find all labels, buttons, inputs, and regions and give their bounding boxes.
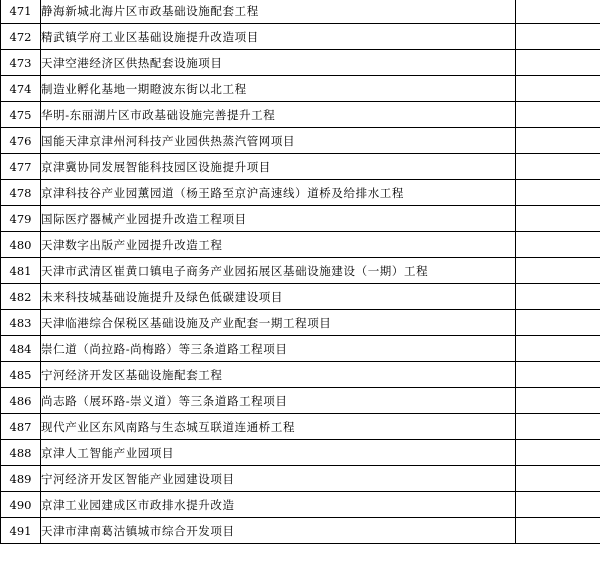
- row-number: 490: [1, 492, 41, 518]
- project-name: 京津科技谷产业园薰园道（杨王路至京沪高速线）道桥及给排水工程: [41, 180, 516, 206]
- table-row: [1, 284, 600, 310]
- blank-cell: [516, 284, 600, 310]
- project-name: 天津市武清区崔黄口镇电子商务产业园拓展区基础设施建设（一期）工程: [41, 258, 516, 284]
- blank-cell: [516, 154, 600, 180]
- row-number: 487: [1, 414, 41, 440]
- blank-cell: [516, 362, 600, 388]
- blank-cell: [516, 206, 600, 232]
- project-name: 现代产业区东风南路与生态城互联道连通桥工程: [41, 414, 516, 440]
- table-row: [1, 492, 600, 518]
- project-name: 国能天津京津州河科技产业园供热蒸汽管网项目: [41, 128, 516, 154]
- blank-cell: [516, 336, 600, 362]
- blank-cell: [516, 258, 600, 284]
- project-name: 京津人工智能产业园项目: [41, 440, 516, 466]
- project-name: 宁河经济开发区智能产业园建设项目: [41, 466, 516, 492]
- row-number: 482: [1, 284, 41, 310]
- row-number: 472: [1, 24, 41, 50]
- project-name: 制造业孵化基地一期瞪波东街以北工程: [41, 76, 516, 102]
- project-name: 天津临港综合保税区基础设施及产业配套一期工程项目: [41, 310, 516, 336]
- row-number: 481: [1, 258, 41, 284]
- blank-cell: [516, 466, 600, 492]
- blank-cell: [516, 518, 600, 544]
- blank-cell: [516, 180, 600, 206]
- blank-cell: [516, 128, 600, 154]
- table-row: [1, 102, 600, 128]
- project-name: 崇仁道（尚拉路-尚梅路）等三条道路工程项目: [41, 336, 516, 362]
- project-name: 京津冀协同发展智能科技园区设施提升项目: [41, 154, 516, 180]
- project-name: 京津工业园建成区市政排水提升改造: [41, 492, 516, 518]
- table-row: [1, 50, 600, 76]
- table-row: [1, 336, 600, 362]
- row-number: 485: [1, 362, 41, 388]
- row-number: 477: [1, 154, 41, 180]
- row-number: 484: [1, 336, 41, 362]
- row-number: 473: [1, 50, 41, 76]
- project-name: 天津空港经济区供热配套设施项目: [41, 50, 516, 76]
- project-name: 天津数字出版产业园提升改造工程: [41, 232, 516, 258]
- row-number: 483: [1, 310, 41, 336]
- blank-cell: [516, 0, 600, 24]
- row-number: 489: [1, 466, 41, 492]
- table-row: [1, 362, 600, 388]
- blank-cell: [516, 232, 600, 258]
- table-row: [1, 310, 600, 336]
- project-name: 精武镇学府工业区基础设施提升改造项目: [41, 24, 516, 50]
- row-number: 480: [1, 232, 41, 258]
- blank-cell: [516, 388, 600, 414]
- table-row: [1, 388, 600, 414]
- blank-cell: [516, 102, 600, 128]
- project-table-body: [1, 0, 600, 544]
- blank-cell: [516, 492, 600, 518]
- table-row: [1, 128, 600, 154]
- project-name: 天津市津南葛沽镇城市综合开发项目: [41, 518, 516, 544]
- row-number: 491: [1, 518, 41, 544]
- table-row: [1, 258, 600, 284]
- blank-cell: [516, 310, 600, 336]
- row-number: 478: [1, 180, 41, 206]
- row-number: 479: [1, 206, 41, 232]
- project-name: 国际医疗器械产业园提升改造工程项目: [41, 206, 516, 232]
- project-name: 尚志路（展环路-崇义道）等三条道路工程项目: [41, 388, 516, 414]
- row-number: 486: [1, 388, 41, 414]
- row-number: 475: [1, 102, 41, 128]
- table-row: [1, 76, 600, 102]
- table-row: [1, 518, 600, 544]
- project-name: 宁河经济开发区基础设施配套工程: [41, 362, 516, 388]
- table-row: [1, 180, 600, 206]
- blank-cell: [516, 414, 600, 440]
- table-row: [1, 24, 600, 50]
- table-row: [1, 440, 600, 466]
- table-row: [1, 232, 600, 258]
- row-number: 476: [1, 128, 41, 154]
- project-name: 未来科技城基础设施提升及绿色低碳建设项目: [41, 284, 516, 310]
- blank-cell: [516, 24, 600, 50]
- table-row: [1, 206, 600, 232]
- row-number: 474: [1, 76, 41, 102]
- table-row: [1, 414, 600, 440]
- project-name: 华明-东丽湖片区市政基础设施完善提升工程: [41, 102, 516, 128]
- row-number: 488: [1, 440, 41, 466]
- blank-cell: [516, 440, 600, 466]
- blank-cell: [516, 76, 600, 102]
- table-row: [1, 466, 600, 492]
- row-number: 471: [1, 0, 41, 24]
- table-row: [1, 154, 600, 180]
- blank-cell: [516, 50, 600, 76]
- table-row: [1, 0, 600, 24]
- project-name: 静海新城北海片区市政基础设施配套工程: [41, 0, 516, 24]
